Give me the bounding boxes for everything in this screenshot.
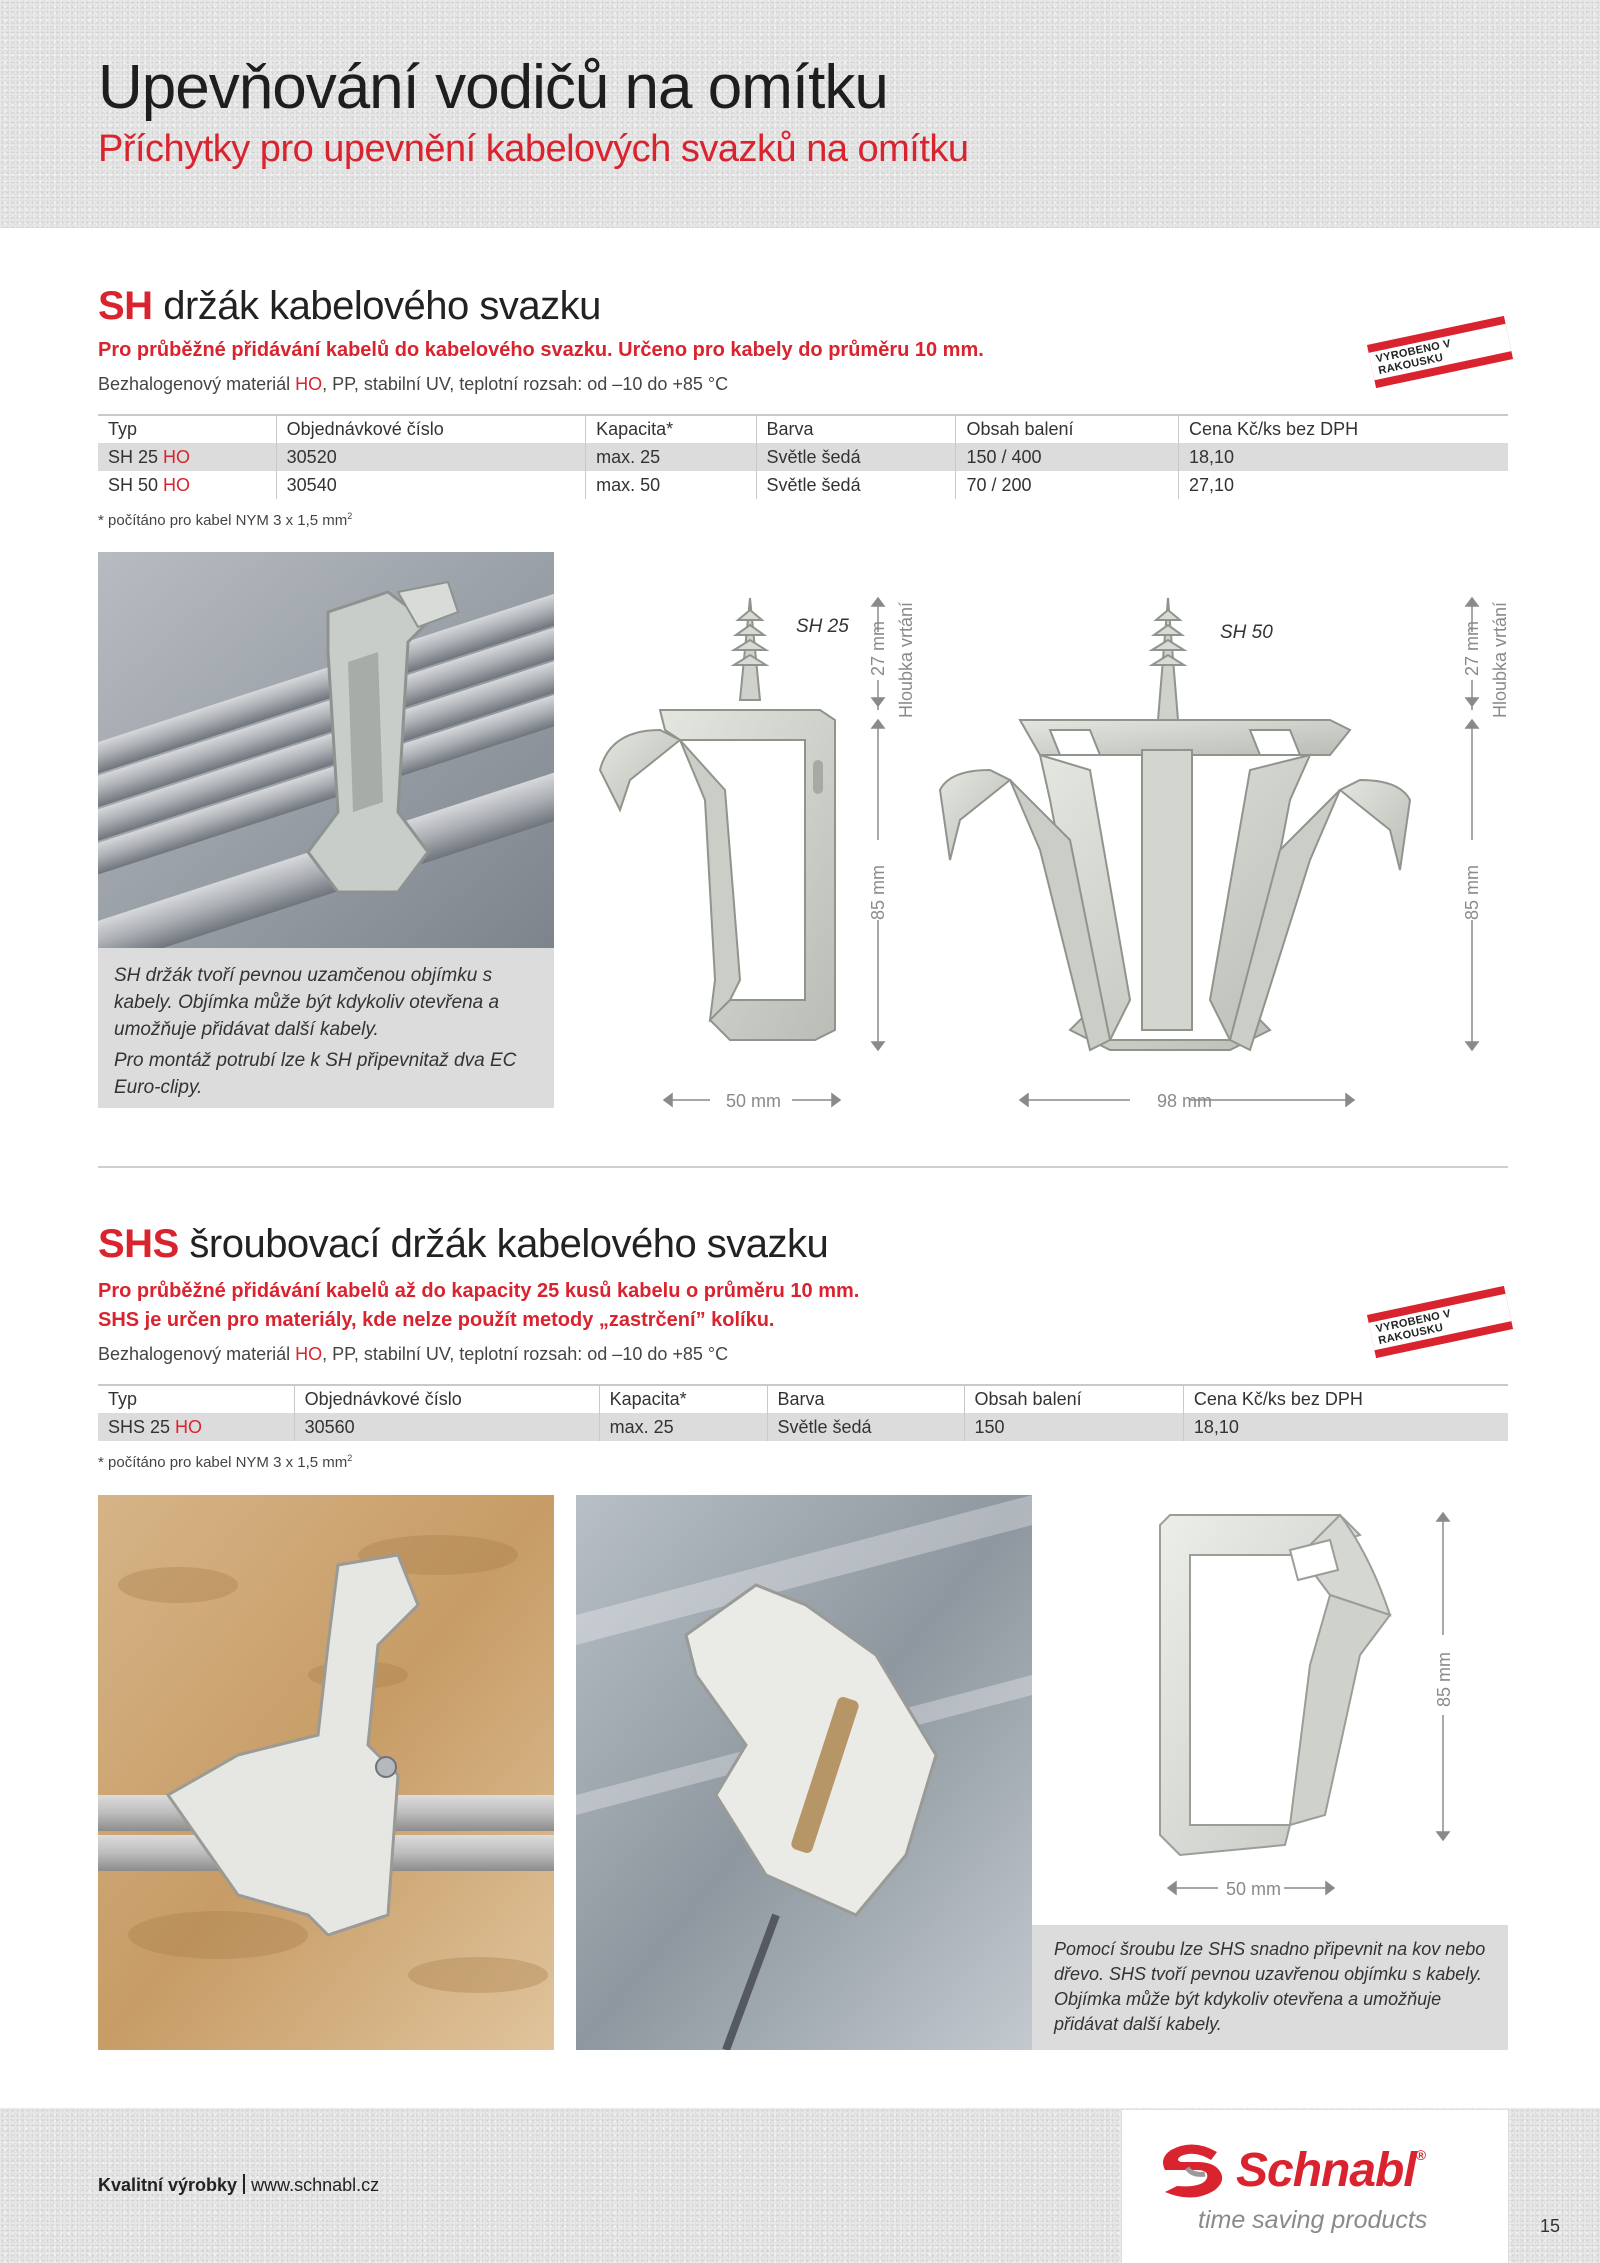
- sh50-dim-27: 27 mm: [1462, 620, 1482, 676]
- shs-dim-85: 85 mm: [1434, 1651, 1454, 1707]
- sh25-drawing: [600, 598, 835, 1040]
- sh-description: Pro průběžné přidávání kabelů do kabelového svazku. Určeno pro kabely do průměru 10 mm.: [98, 339, 984, 361]
- cell-type: SHS 25 HO: [98, 1413, 294, 1441]
- sh-spec-table: [98, 414, 1508, 499]
- shs-material-text: Bezhalogenový materiál: [98, 1344, 296, 1364]
- sh25-dim-85: 85 mm: [868, 864, 888, 920]
- shs-caption: Pomocí šroubu lze SHS snadno připevnit na kov nebo dřevo. SHS tvoří pevnou uzavřenou objímku s kabely. Objímka může být kdykoliv otevřena a umožňuje přidávat další kabely.: [1054, 1939, 1486, 2034]
- table-row: [98, 443, 1508, 471]
- cell-capacity: max. 50: [586, 471, 756, 499]
- cell-color: Světle šedá: [756, 471, 956, 499]
- sh-installation-photo: [98, 552, 554, 948]
- shs-made-in-austria-badge: [1367, 1286, 1513, 1358]
- cell-price: 27,10: [1179, 471, 1508, 499]
- footer-quality: Kvalitní výrobky: [98, 2175, 238, 2195]
- footer-info: [98, 2174, 379, 2196]
- shs-material-ho: HO: [295, 1344, 323, 1364]
- cell-price: 18,10: [1179, 443, 1508, 471]
- shs-material-rest: , PP, stabilní UV, teplotní rozsah: od –10 do +85 °C: [322, 1344, 729, 1364]
- table-row: [98, 471, 1508, 499]
- sh-material: [98, 374, 728, 395]
- shs-code: SHS: [98, 1222, 179, 1266]
- sh50-dim-85: 85 mm: [1462, 864, 1482, 920]
- footer-separator: [243, 2174, 245, 2194]
- sh-material-rest: , PP, stabilní UV, teplotní rozsah: od –10 do +85 °C: [322, 374, 729, 394]
- shs-badge-text: VYROBENO V RAKOUSKU: [1369, 1294, 1512, 1350]
- sh-made-in-austria-badge: [1367, 316, 1513, 388]
- shs-caption-box: [1032, 1925, 1508, 2050]
- col-color: Barva: [756, 415, 956, 443]
- sh25-depth: Hloubka vrtání: [896, 601, 916, 718]
- page-subtitle: Příchytky pro upevnění kabelových svazků na omítku: [98, 128, 969, 170]
- shs-description-1: Pro průběžné přidávání kabelů až do kapacity 25 kusů kabelu o průměru 10 mm.: [98, 1280, 860, 1302]
- page-number: 15: [1540, 2216, 1561, 2236]
- table-header-row: [98, 1385, 1508, 1413]
- cell-package: 150: [964, 1413, 1183, 1441]
- cell-package: 70 / 200: [956, 471, 1179, 499]
- col-package: Obsah balení: [956, 415, 1179, 443]
- shs-title-text: šroubovací držák kabelového svazku: [189, 1222, 829, 1266]
- sh50-drawing: [940, 598, 1410, 1050]
- sh-code: SH: [98, 284, 153, 328]
- schnabl-logo-icon: [1157, 2140, 1229, 2200]
- cell-capacity: max. 25: [586, 443, 756, 471]
- shs-dim-50: 50 mm: [1226, 1879, 1282, 1899]
- table-row: [98, 1413, 1508, 1441]
- sh-title-text: držák kabelového svazku: [163, 284, 601, 328]
- col-capacity: Kapacita*: [586, 415, 756, 443]
- sh50-dim-98: 98 mm: [1157, 1091, 1213, 1111]
- shs-material: [98, 1344, 728, 1365]
- page-title: Upevňování vodičů na omítku: [98, 53, 888, 122]
- cell-order: 30560: [294, 1413, 599, 1441]
- sh-caption-1: SH držák tvoří pevnou uzamčenou objímku s kabely. Objímka může být kdykoliv otevřena a umožňuje přidávat další kabely.: [114, 965, 500, 1040]
- sh-section-title: [98, 284, 601, 329]
- sh25-dim-50: 50 mm: [726, 1091, 782, 1111]
- col-price: Cena Kč/ks bez DPH: [1183, 1385, 1508, 1413]
- brand-name: Schnabl®: [1236, 2144, 1426, 2197]
- cell-color: Světle šedá: [767, 1413, 964, 1441]
- shs-description-2: SHS je určen pro materiály, kde nelze použít metody „zastrčení” kolíku.: [98, 1309, 775, 1331]
- footer-url[interactable]: www.schnabl.cz: [251, 2175, 380, 2195]
- shs-section-title: [98, 1222, 828, 1267]
- cell-order: 30540: [276, 471, 585, 499]
- cell-type: SH 25 HO: [98, 443, 276, 471]
- col-type: Typ: [108, 419, 138, 439]
- sh50-label: SH 50: [1220, 622, 1273, 643]
- sh50-depth: Hloubka vrtání: [1490, 601, 1510, 718]
- sh-technical-drawing: [570, 580, 1520, 1120]
- section-divider: [98, 1166, 1508, 1168]
- col-capacity: Kapacita*: [599, 1385, 767, 1413]
- sh-footnote: * počítáno pro kabel NYM 3 x 1,5 $mm^2$: [98, 511, 353, 529]
- shs-technical-drawing: [1040, 1495, 1520, 1915]
- sh25-dim-27: 27 mm: [868, 620, 888, 676]
- shs-metal-photo: [576, 1495, 1032, 2050]
- sh-caption-2: Pro montáž potrubí lze k SH připevnitaž dva EC Euro-clipy.: [114, 1050, 517, 1098]
- cell-type: SH 50 HO: [108, 474, 191, 495]
- cell-price: 18,10: [1183, 1413, 1508, 1441]
- sh-material-ho: HO: [295, 374, 323, 394]
- col-color: Barva: [767, 1385, 964, 1413]
- cell-color: Světle šedá: [756, 443, 956, 471]
- sh-material-text: Bezhalogenový materiál: [98, 374, 296, 394]
- sh-badge-text: VYROBENO V RAKOUSKU: [1369, 324, 1512, 380]
- brand-tagline: time saving products: [1198, 2206, 1428, 2234]
- shs-footnote: * počítáno pro kabel NYM 3 x 1,5 $mm^2$: [98, 1453, 353, 1471]
- table-header-row: [98, 415, 1508, 443]
- cell-order: 30520: [276, 443, 585, 471]
- col-order-number: Objednávkové číslo: [276, 415, 585, 443]
- shs-wood-photo: [98, 1495, 554, 2050]
- cell-package: 150 / 400: [956, 443, 1179, 471]
- sh-caption-box: [98, 948, 554, 1108]
- shs-spec-table: [98, 1384, 1508, 1441]
- sh25-label: SH 25: [796, 616, 849, 637]
- cell-capacity: max. 25: [599, 1413, 767, 1441]
- col-price: Cena Kč/ks bez DPH: [1179, 415, 1508, 443]
- col-type: Typ: [108, 1389, 138, 1409]
- col-order-number: Objednávkové číslo: [294, 1385, 599, 1413]
- col-package: Obsah balení: [964, 1385, 1183, 1413]
